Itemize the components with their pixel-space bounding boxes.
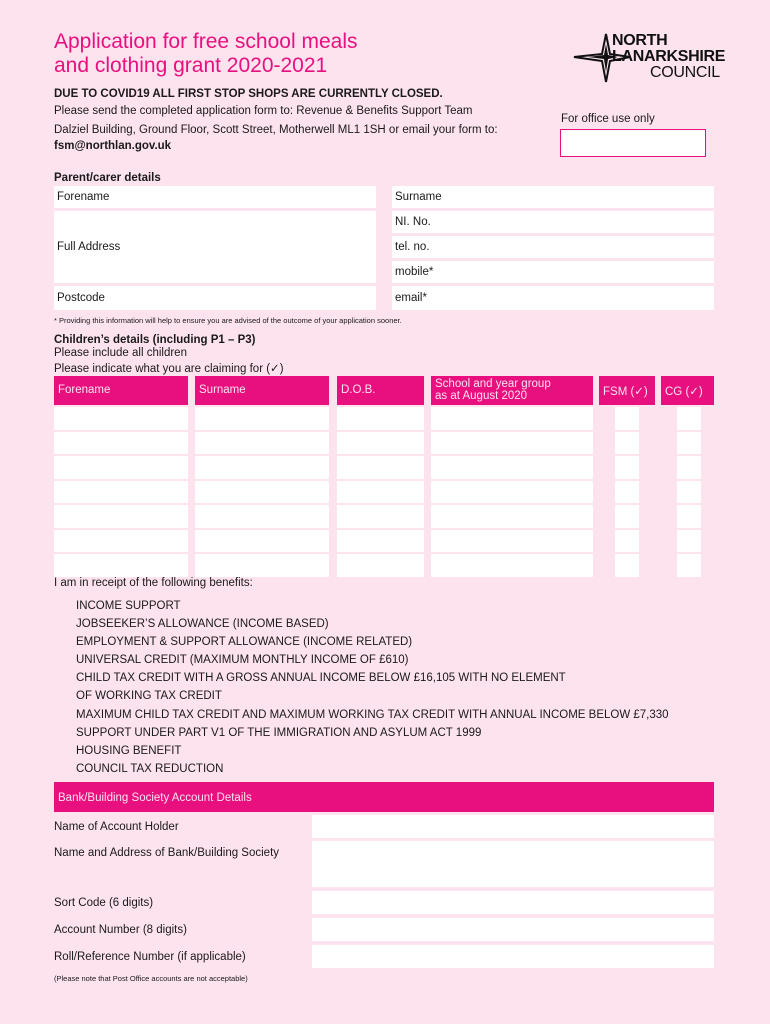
cell-school[interactable] bbox=[431, 432, 593, 455]
cell-surname[interactable] bbox=[195, 432, 329, 455]
cell-forename[interactable] bbox=[54, 554, 188, 577]
cell-school[interactable] bbox=[431, 554, 593, 577]
cell-fsm[interactable] bbox=[615, 407, 639, 430]
send-instructions-line2: Dalziel Building, Ground Floor, Scott Street, Motherwell ML1 1SH or email your form to: bbox=[54, 124, 498, 136]
col-school-line1: School and year group bbox=[435, 378, 551, 390]
office-use-box[interactable] bbox=[560, 129, 706, 157]
cell-cg[interactable] bbox=[677, 481, 701, 504]
cell-dob[interactable] bbox=[337, 481, 424, 504]
benefit-item: SUPPORT UNDER PART V1 OF THE IMMIGRATION AND ASYLUM ACT 1999 bbox=[76, 727, 482, 739]
benefit-item: UNIVERSAL CREDIT (MAXIMUM MONTHLY INCOME OF £610) bbox=[76, 654, 409, 666]
logo-line-council: COUNCIL bbox=[650, 64, 720, 81]
benefit-item: INCOME SUPPORT bbox=[76, 600, 181, 612]
cell-surname[interactable] bbox=[195, 554, 329, 577]
cell-dob[interactable] bbox=[337, 456, 424, 479]
col-fsm: FSM (✓) bbox=[599, 376, 655, 405]
sort-code-label: Sort Code (6 digits) bbox=[54, 897, 154, 909]
cell-cg[interactable] bbox=[677, 456, 701, 479]
cell-forename[interactable] bbox=[54, 530, 188, 553]
roll-number-field[interactable] bbox=[312, 945, 714, 968]
cell-fsm[interactable] bbox=[615, 456, 639, 479]
form-title-line1: Application for free school meals bbox=[54, 30, 358, 53]
parent-details-heading: Parent/carer details bbox=[54, 172, 161, 184]
col-school bbox=[431, 376, 593, 405]
cell-cg[interactable] bbox=[677, 505, 701, 528]
col-forename: Forename bbox=[54, 376, 188, 405]
form-title-line2: and clothing grant 2020-2021 bbox=[54, 54, 328, 77]
cell-cg[interactable] bbox=[677, 554, 701, 577]
col-school-line2: as at August 2020 bbox=[435, 390, 528, 402]
bank-details-heading: Bank/Building Society Account Details bbox=[54, 782, 714, 812]
cell-cg[interactable] bbox=[677, 407, 701, 430]
surname-label: Surname bbox=[395, 191, 442, 203]
col-surname: Surname bbox=[195, 376, 329, 405]
cell-dob[interactable] bbox=[337, 407, 424, 430]
email-field[interactable] bbox=[392, 286, 714, 310]
benefit-item: CHILD TAX CREDIT WITH A GROSS ANNUAL INCOME BELOW £16,105 WITH NO ELEMENT bbox=[76, 672, 566, 684]
cell-fsm[interactable] bbox=[615, 432, 639, 455]
mobile-label: mobile* bbox=[395, 266, 434, 278]
cell-fsm[interactable] bbox=[615, 505, 639, 528]
account-number-field[interactable] bbox=[312, 918, 714, 941]
cell-school[interactable] bbox=[431, 407, 593, 430]
ni-number-label: NI. No. bbox=[395, 216, 431, 228]
cell-surname[interactable] bbox=[195, 505, 329, 528]
cell-forename[interactable] bbox=[54, 505, 188, 528]
cell-dob[interactable] bbox=[337, 432, 424, 455]
benefits-intro: I am in receipt of the following benefits: bbox=[54, 577, 253, 589]
cell-fsm[interactable] bbox=[615, 481, 639, 504]
benefit-item: OF WORKING TAX CREDIT bbox=[76, 690, 222, 702]
cell-surname[interactable] bbox=[195, 530, 329, 553]
contact-email: fsm@northlan.gov.uk bbox=[54, 140, 172, 152]
office-use-label: For office use only bbox=[561, 113, 655, 125]
tel-label: tel. no. bbox=[395, 241, 430, 253]
post-office-note: (Please note that Post Office accounts are not acceptable) bbox=[54, 974, 248, 983]
bank-name-field[interactable] bbox=[312, 841, 714, 887]
cell-dob[interactable] bbox=[337, 530, 424, 553]
children-heading: Children’s details (including P1 – P3) bbox=[54, 334, 256, 346]
cell-school[interactable] bbox=[431, 530, 593, 553]
cell-fsm[interactable] bbox=[615, 530, 639, 553]
logo-line-lanarkshire: LANARKSHIRE bbox=[612, 48, 726, 65]
benefit-item: COUNCIL TAX REDUCTION bbox=[76, 763, 224, 775]
benefit-item: EMPLOYMENT & SUPPORT ALLOWANCE (INCOME RELATED) bbox=[76, 636, 413, 648]
cell-dob[interactable] bbox=[337, 554, 424, 577]
col-dob: D.O.B. bbox=[337, 376, 424, 405]
cell-cg[interactable] bbox=[677, 432, 701, 455]
cell-surname[interactable] bbox=[195, 481, 329, 504]
mobile-field[interactable] bbox=[392, 261, 714, 283]
parent-footnote: * Providing this information will help to ensure you are advised of the outcome of your application sooner. bbox=[54, 316, 402, 325]
cell-fsm[interactable] bbox=[615, 554, 639, 577]
account-number-label: Account Number (8 digits) bbox=[54, 924, 187, 936]
account-holder-label: Name of Account Holder bbox=[54, 821, 179, 833]
bank-name-label: Name and Address of Bank/Building Society bbox=[54, 847, 280, 859]
form-title bbox=[54, 30, 474, 78]
col-cg: CG (✓) bbox=[661, 376, 714, 405]
council-logo-text bbox=[612, 33, 725, 81]
cell-school[interactable] bbox=[431, 481, 593, 504]
children-subtext-2: Please indicate what you are claiming for (✓) bbox=[54, 363, 284, 375]
tel-field[interactable] bbox=[392, 236, 714, 258]
cell-forename[interactable] bbox=[54, 432, 188, 455]
cell-dob[interactable] bbox=[337, 505, 424, 528]
sort-code-field[interactable] bbox=[312, 891, 714, 914]
postcode-label: Postcode bbox=[57, 292, 105, 304]
full-address-label: Full Address bbox=[57, 241, 121, 253]
children-subtext-1: Please include all children bbox=[54, 347, 187, 359]
ni-number-field[interactable] bbox=[392, 211, 714, 233]
email-label: email* bbox=[395, 292, 427, 304]
cell-cg[interactable] bbox=[677, 530, 701, 553]
cell-school[interactable] bbox=[431, 456, 593, 479]
forename-label: Forename bbox=[57, 191, 110, 203]
cell-forename[interactable] bbox=[54, 481, 188, 504]
cell-school[interactable] bbox=[431, 505, 593, 528]
logo-line-north: NORTH bbox=[612, 32, 668, 49]
roll-number-label: Roll/Reference Number (if applicable) bbox=[54, 951, 246, 963]
covid-notice: DUE TO COVID19 ALL FIRST STOP SHOPS ARE CURRENTLY CLOSED. bbox=[54, 88, 443, 100]
benefit-item: MAXIMUM CHILD TAX CREDIT AND MAXIMUM WORKING TAX CREDIT WITH ANNUAL INCOME BELOW £7,330 bbox=[76, 709, 669, 721]
cell-forename[interactable] bbox=[54, 407, 188, 430]
send-instructions-line1: Please send the completed application form to: Revenue & Benefits Support Team bbox=[54, 105, 473, 117]
cell-forename[interactable] bbox=[54, 456, 188, 479]
cell-surname[interactable] bbox=[195, 407, 329, 430]
benefit-item: HOUSING BENEFIT bbox=[76, 745, 182, 757]
cell-surname[interactable] bbox=[195, 456, 329, 479]
benefit-item: JOBSEEKER’S ALLOWANCE (INCOME BASED) bbox=[76, 618, 329, 630]
account-holder-field[interactable] bbox=[312, 815, 714, 838]
